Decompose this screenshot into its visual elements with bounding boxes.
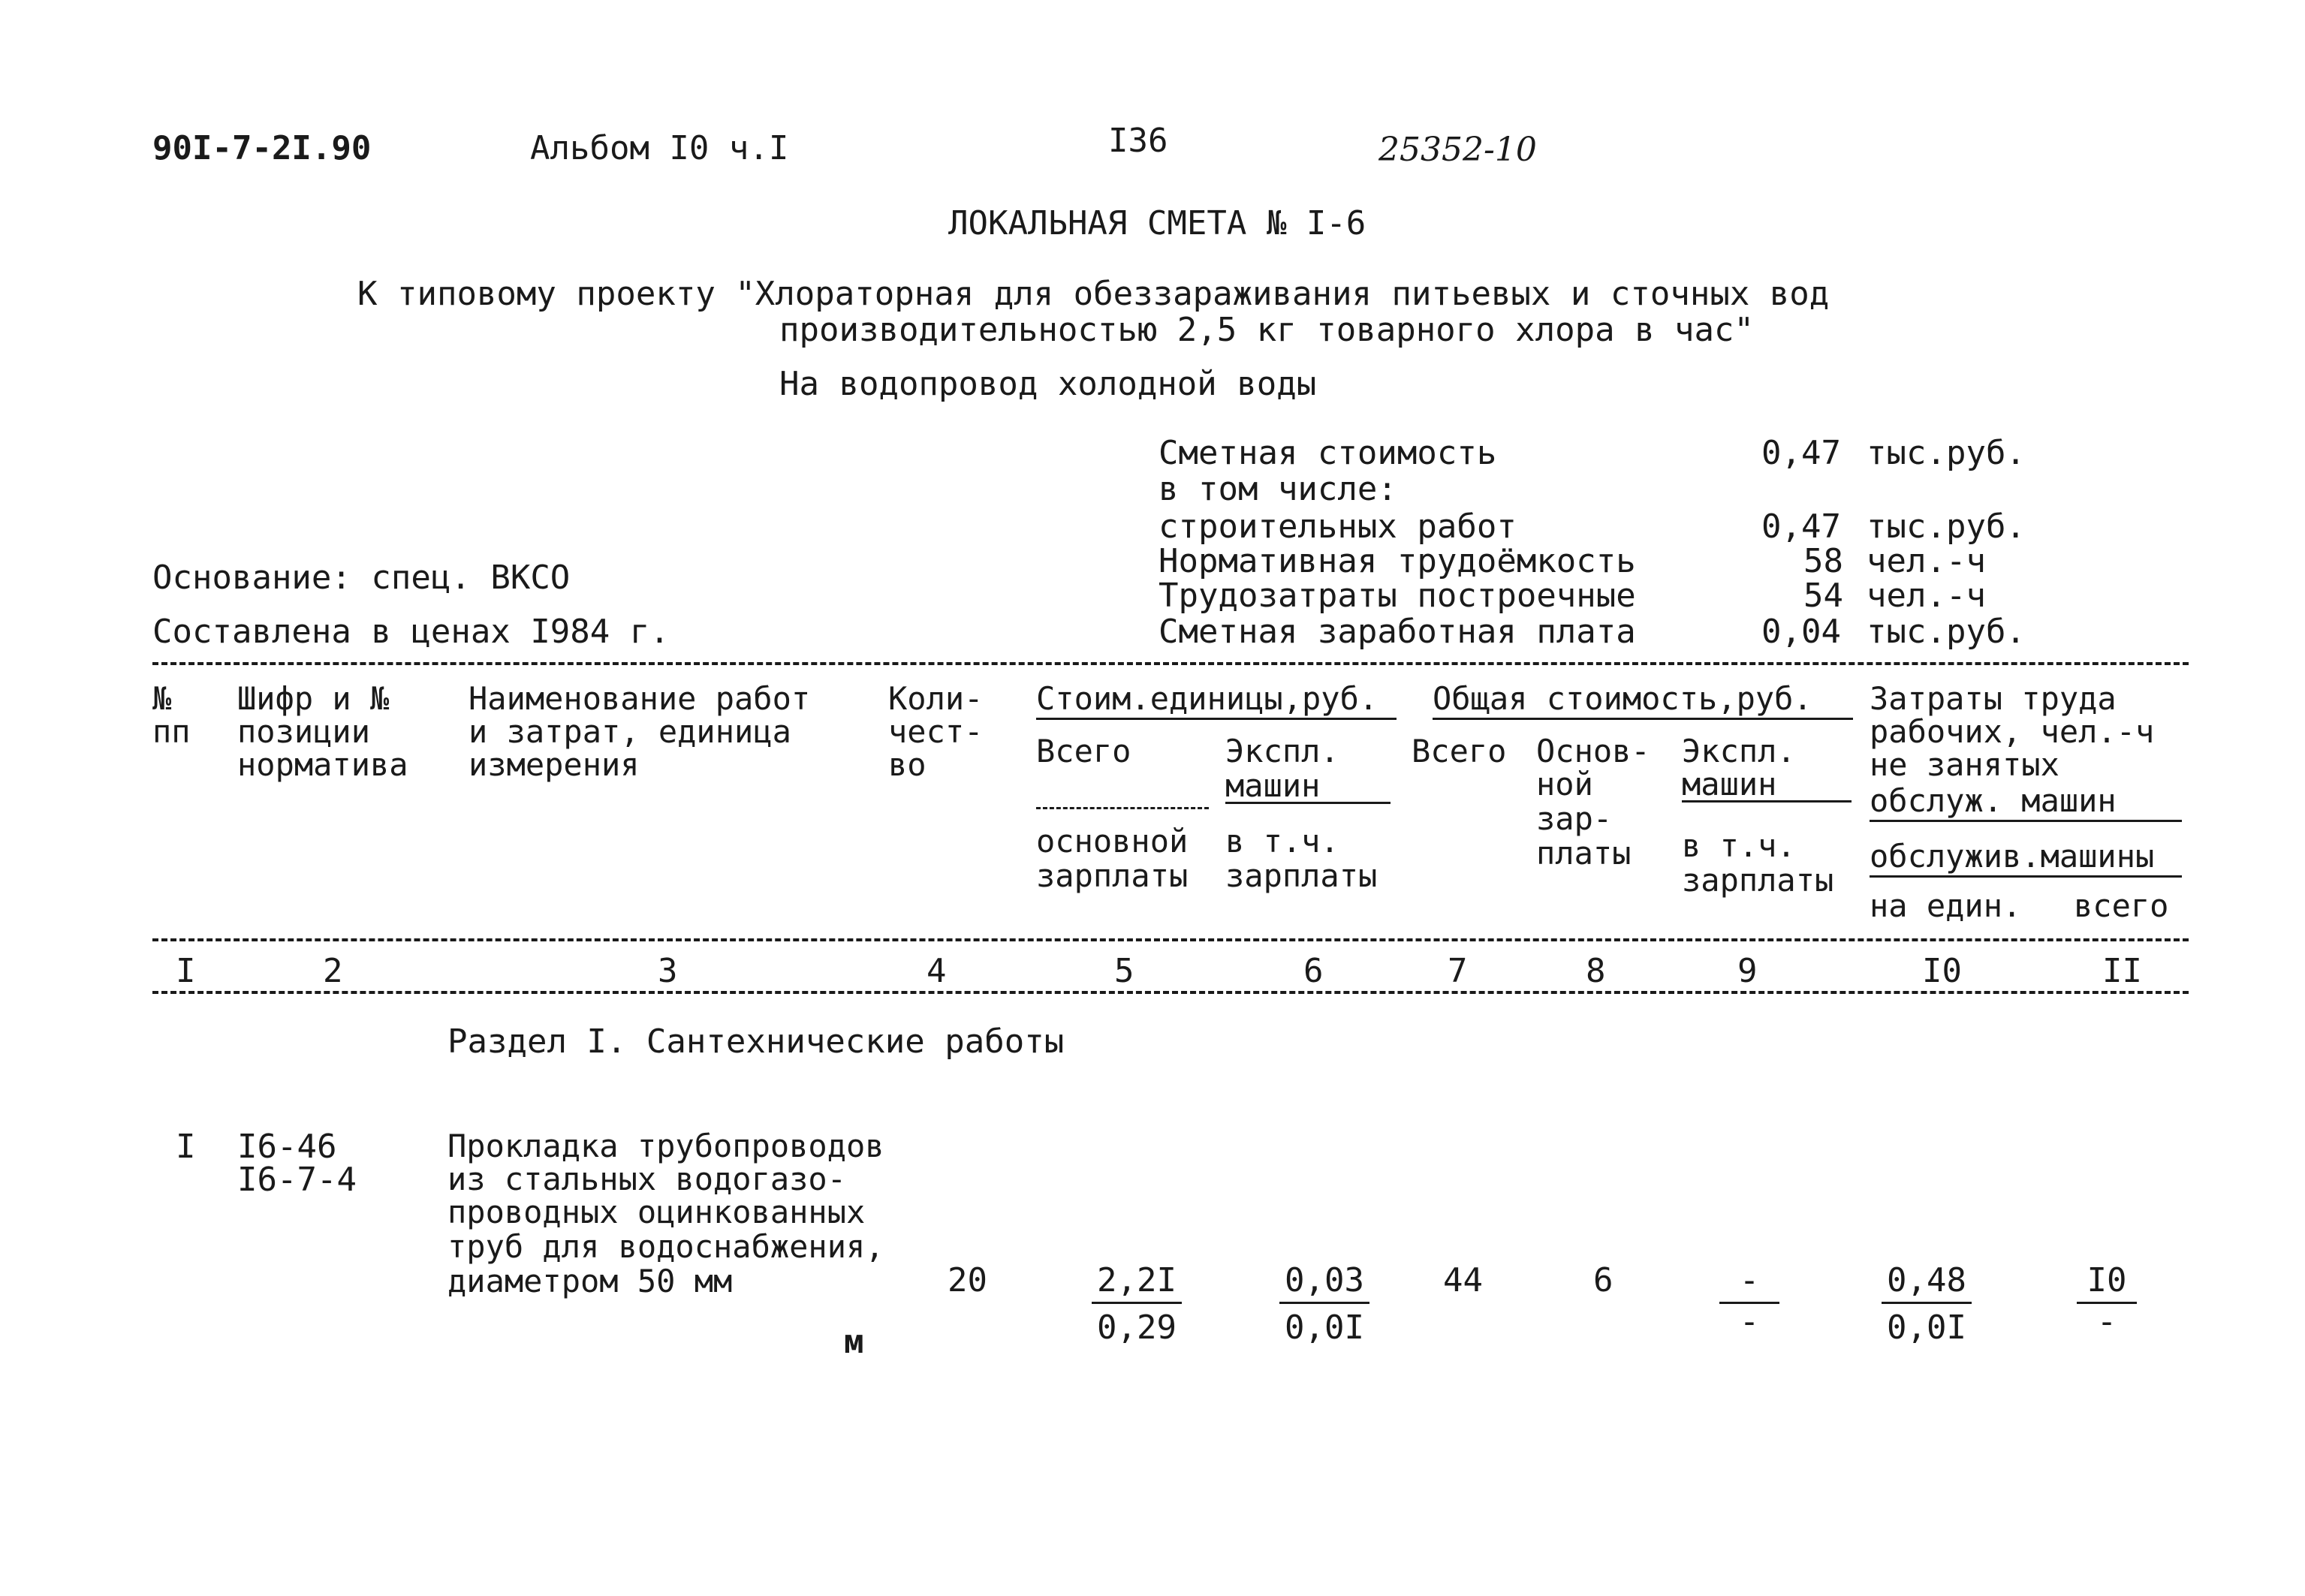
- summary-label: Трудозатраты построечные: [1159, 577, 1636, 615]
- row-labor-unit-mach: 0,0I: [1887, 1308, 1966, 1347]
- document-number: 25352-10: [1378, 131, 1537, 169]
- header-split-rule: [1036, 807, 1209, 809]
- column-number: 4: [927, 952, 947, 990]
- document-code: 90I-7-2I.90: [152, 129, 372, 167]
- col-header-name: измерения: [469, 746, 640, 783]
- col-header-labor-sub2: обслужив.машины: [1870, 838, 2155, 875]
- col-header-total-salary: зар-: [1536, 800, 1613, 837]
- col-header-unit-mach-salary: зарплаты: [1225, 857, 1378, 894]
- row-labor-total: I0: [2077, 1264, 2137, 1304]
- row-unit-salary: 0,29: [1097, 1308, 1177, 1347]
- row-unit: м: [844, 1323, 864, 1361]
- estimate-subject: На водопровод холодной воды: [779, 365, 1317, 403]
- col-header-total-mach-salary: в т.ч.: [1682, 827, 1796, 864]
- row-qty: 20: [948, 1261, 987, 1299]
- col-header-total-salary: ной: [1536, 766, 1593, 803]
- column-number: 6: [1303, 952, 1324, 990]
- summary-unit: тыс.руб.: [1867, 434, 2026, 472]
- col-header-no: №: [152, 680, 172, 717]
- row-total: 44: [1443, 1261, 1483, 1299]
- col-header-unit-total: Всего: [1036, 733, 1131, 769]
- column-number: I: [176, 952, 196, 990]
- row-total-mach: -: [1719, 1264, 1779, 1304]
- row-labor-total-mach: -: [2096, 1302, 2117, 1341]
- group-underline: [1433, 718, 1853, 720]
- summary-label: строительных работ: [1159, 507, 1517, 546]
- col-header-total-salary: Основ-: [1536, 733, 1650, 769]
- col-header-qty: чест-: [888, 713, 984, 750]
- row-name-line: проводных оцинкованных: [447, 1194, 866, 1230]
- row-total-salary: 6: [1593, 1261, 1614, 1299]
- summary-label: в том числе:: [1159, 470, 1397, 508]
- column-number: 2: [323, 952, 343, 990]
- col-header-total-salary: платы: [1536, 835, 1632, 872]
- col-group-labor: рабочих, чел.-ч: [1870, 713, 2155, 750]
- group-underline: [1870, 875, 2182, 878]
- group-underline: [1036, 718, 1397, 720]
- row-name-line: Прокладка трубопроводов: [447, 1128, 884, 1164]
- estimate-title: ЛОКАЛЬНАЯ СМЕТА № I-6: [948, 204, 1366, 242]
- summary-label: Сметная заработная плата: [1159, 613, 1636, 651]
- column-number: I0: [1922, 952, 1962, 990]
- col-header-unit-mach: Экспл.: [1225, 733, 1339, 769]
- group-underline: [1225, 802, 1391, 804]
- summary-label: Нормативная трудоёмкость: [1159, 542, 1636, 580]
- row-code: I6-7-4: [237, 1161, 357, 1199]
- col-header-name: и затрат, единица: [469, 713, 791, 750]
- page-number: I36: [1108, 122, 1168, 160]
- row-total-mach-cost: [1719, 1261, 1779, 1341]
- basis-prices: Составлена в ценах I984 г.: [152, 613, 670, 651]
- col-header-labor-total: всего: [2074, 887, 2169, 924]
- project-line-2: производительностью 2,5 кг товарного хлора в час": [779, 311, 1755, 349]
- summary-value: 0,04: [1761, 613, 1841, 651]
- summary-value: 0,47: [1761, 434, 1841, 472]
- col-header-unit-salary: зарплаты: [1036, 857, 1189, 894]
- row-name-line: диаметром 50 мм: [447, 1263, 733, 1299]
- column-number: II: [2102, 952, 2142, 990]
- col-header-name: Наименование работ: [469, 680, 811, 717]
- col-header-unit-salary: основной: [1036, 823, 1189, 860]
- summary-unit: чел.-ч: [1867, 577, 1986, 615]
- row-number: I: [176, 1128, 196, 1166]
- group-underline: [1682, 800, 1852, 803]
- summary-value: 0,47: [1761, 507, 1841, 546]
- summary-unit: тыс.руб.: [1867, 507, 2026, 546]
- group-underline: [1870, 820, 2182, 822]
- table-top-rule: [152, 662, 2189, 665]
- summary-value: 58: [1803, 542, 1843, 580]
- section-title: Раздел I. Сантехнические работы: [447, 1022, 1065, 1061]
- col-header-unit-mach: машин: [1225, 767, 1321, 804]
- row-name-line: труб для водоснабжения,: [447, 1228, 884, 1265]
- col-header-labor-sub1: обслуж. машин: [1870, 782, 2117, 819]
- col-header-unit-mach-salary: в т.ч.: [1225, 823, 1339, 860]
- col-header-code: позиции: [237, 713, 371, 750]
- col-group-total-cost: Общая стоимость,руб.: [1433, 680, 1812, 717]
- col-header-qty: Коли-: [888, 680, 984, 717]
- column-number: 9: [1737, 952, 1758, 990]
- col-header-total-mach: машин: [1682, 766, 1777, 803]
- col-header-total-mach: Экспл.: [1682, 733, 1796, 769]
- row-unit-mach-cost: [1279, 1261, 1369, 1347]
- row-labor-total-cost: [2077, 1261, 2137, 1341]
- row-unit-mach-salary: 0,0I: [1285, 1308, 1364, 1347]
- row-name-line: из стальных водогазо-: [447, 1161, 847, 1197]
- summary-value: 54: [1803, 577, 1843, 615]
- column-number: 3: [658, 952, 678, 990]
- col-header-total-mach-salary: зарплаты: [1682, 862, 1834, 899]
- row-labor-unit-cost: [1882, 1261, 1972, 1347]
- column-number: 7: [1448, 952, 1468, 990]
- row-labor-unit: 0,48: [1882, 1264, 1972, 1304]
- summary-label: Сметная стоимость: [1159, 434, 1497, 472]
- row-unit-cost: [1092, 1261, 1182, 1347]
- numbers-top-rule: [152, 938, 2189, 941]
- col-group-labor: не занятых: [1870, 746, 2059, 783]
- summary-unit: чел.-ч: [1867, 542, 1986, 580]
- row-unit-total: 2,2I: [1092, 1264, 1182, 1304]
- column-number: 8: [1586, 952, 1606, 990]
- row-total-mach-salary: -: [1739, 1302, 1760, 1341]
- album-label: Альбом I0 ч.I: [530, 129, 789, 167]
- numbers-bottom-rule: [152, 991, 2189, 994]
- col-header-no: пп: [152, 713, 191, 750]
- project-line-1: К типовому проекту "Хлораторная для обеззараживания питьевых и сточных вод: [357, 275, 1830, 313]
- col-group-unit-cost: Стоим.единицы,руб.: [1036, 680, 1378, 717]
- col-header-labor-unit: на един.: [1870, 887, 2022, 924]
- col-header-code: норматива: [237, 746, 408, 783]
- col-header-qty: во: [888, 746, 927, 783]
- row-code: I6-46: [237, 1128, 337, 1166]
- basis-spec: Основание: спец. ВКСО: [152, 559, 571, 597]
- col-group-labor: Затраты труда: [1870, 680, 2117, 717]
- column-number: 5: [1114, 952, 1134, 990]
- col-header-code: Шифр и №: [237, 680, 390, 717]
- summary-unit: тыс.руб.: [1867, 613, 2026, 651]
- col-header-total: Всего: [1412, 733, 1507, 769]
- row-unit-mach: 0,03: [1279, 1264, 1369, 1304]
